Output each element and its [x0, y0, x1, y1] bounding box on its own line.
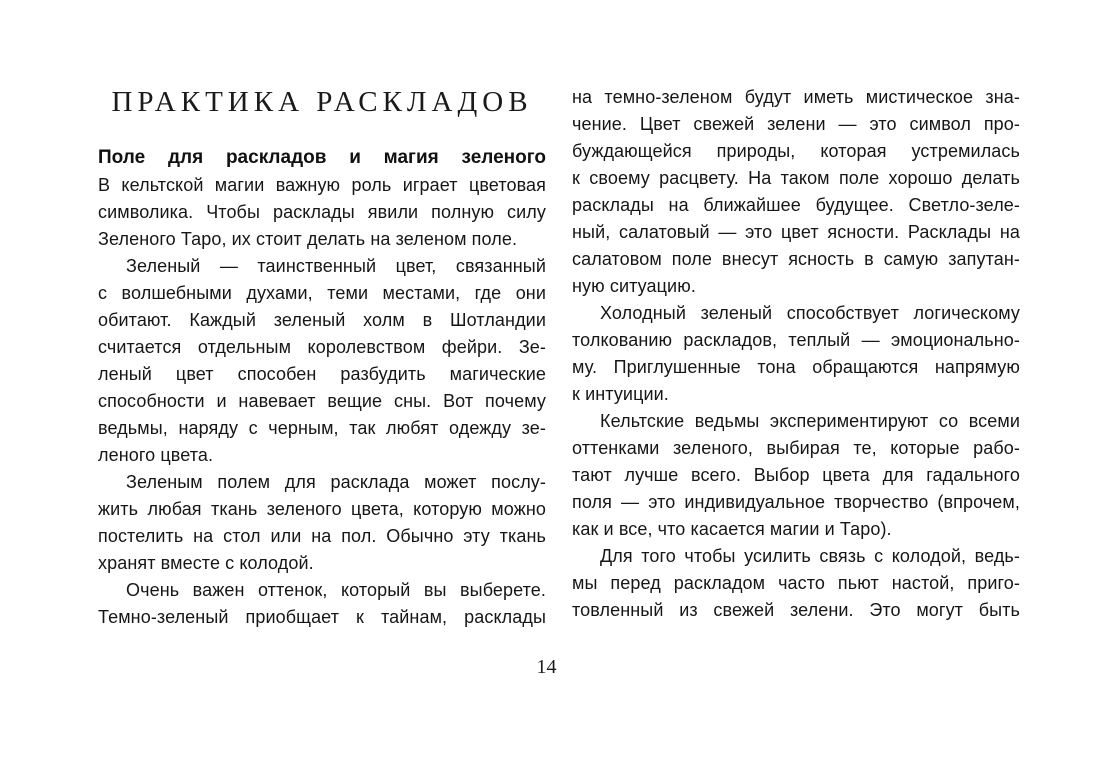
text-column-left	[98, 84, 546, 631]
text-line: тают лучше всего. Выбор цвета для гадального	[572, 465, 1020, 485]
text-line: ную ситуацию.	[572, 276, 696, 296]
page-title: ПРАКТИКА РАСКЛАДОВ	[111, 86, 533, 118]
text-line: жить любая ткань зеленого цвета, которую можно	[98, 499, 546, 519]
text-line: хранят вместе с колодой.	[98, 553, 314, 573]
paragraph	[572, 543, 1020, 624]
text-line: способности и навевает вещие сны. Вот почему	[98, 391, 546, 411]
text-line: Очень важен оттенок, который вы выберете.	[126, 580, 546, 600]
text-line: как и все, что касается магии и Таро).	[572, 519, 892, 539]
text-line: поля — это индивидуальное творчество (впрочем,	[572, 492, 1020, 512]
text-line: считается отдельным королевством фейри. Зе-	[98, 337, 546, 357]
paragraph	[572, 84, 1020, 300]
text-line: с волшебными духами, теми местами, где они	[98, 283, 546, 303]
text-column-right	[572, 84, 1020, 631]
text-line: леного цвета.	[98, 445, 214, 465]
text-line: расклады на ближайшее будущее. Светло-зеле-	[572, 195, 1020, 215]
text-line: буждающейся природы, которая устремилась	[572, 141, 1020, 161]
text-line: Кельтские ведьмы экспериментируют со всеми	[600, 411, 1020, 431]
text-line: Зеленого Таро, их стоит делать на зеленом поле.	[98, 229, 518, 249]
text-line: товленный из свежей зелени. Это могут быть	[572, 600, 1020, 620]
text-line: В кельтской магии важную роль играет цветовая	[98, 175, 546, 195]
paragraph	[98, 469, 546, 577]
text-line: на темно-зеленом будут иметь мистическое зна-	[572, 87, 1020, 107]
text-line: чение. Цвет свежей зелени — это символ про-	[572, 114, 1020, 134]
paragraph	[98, 577, 546, 631]
text-line: постелить на стол или на пол. Обычно эту ткань	[98, 526, 546, 546]
section-heading: Поле для раскладов и магия зеленого	[98, 147, 546, 168]
paragraph	[572, 300, 1020, 408]
text-line: Зеленым полем для расклада может послу-	[126, 472, 546, 492]
text-line: символика. Чтобы расклады явили полную силу	[98, 202, 546, 222]
page-number: 14	[536, 656, 557, 678]
text-line: леный цвет способен разбудить магические	[98, 364, 546, 384]
text-line: салатовом поле внесут ясность в самую запутан-	[572, 249, 1020, 269]
text-line: толкованию раскладов, теплый — эмоционально-	[572, 330, 1020, 350]
paragraph	[572, 408, 1020, 543]
text-line: Темно-зеленый приобщает к тайнам, расклады	[98, 607, 546, 627]
text-line: к интуиции.	[572, 384, 669, 404]
text-line: Для того чтобы усилить связь с колодой, ведь-	[600, 546, 1020, 566]
text-line: обитают. Каждый зеленый холм в Шотландии	[98, 310, 546, 330]
text-line: оттенками зеленого, выбирая те, которые рабо-	[572, 438, 1020, 458]
text-line: му. Приглушенные тона обращаются напрямую	[572, 357, 1020, 377]
text-line: мы перед раскладом часто пьют настой, приго-	[572, 573, 1020, 593]
paragraph	[98, 253, 546, 469]
paragraph	[98, 172, 546, 253]
text-line: ный, салатовый — это цвет ясности. Расклады на	[572, 222, 1020, 242]
text-line: ведьмы, наряду с черным, так любят одежду зе-	[98, 418, 546, 438]
text-columns	[98, 84, 1020, 631]
text-line: к своему расцвету. На таком поле хорошо делать	[572, 168, 1020, 188]
text-line: Холодный зеленый способствует логическому	[600, 303, 1020, 323]
text-line: Зеленый — таинственный цвет, связанный	[126, 256, 546, 276]
